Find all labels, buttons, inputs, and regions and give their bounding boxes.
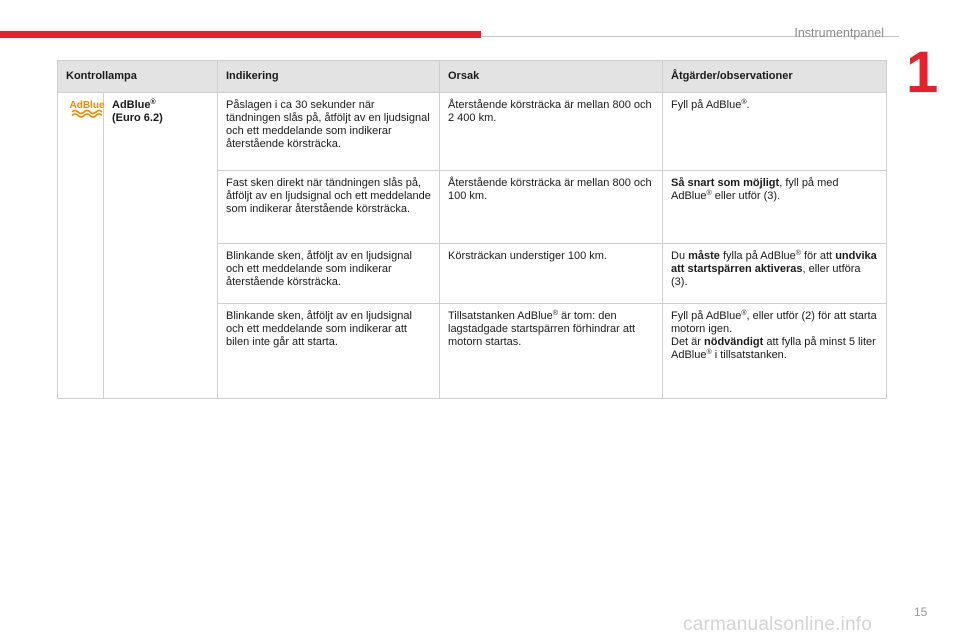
indication-cell: Blinkande sken, åtföljt av en ljudsignal och ett meddelande som indikerar att bilen inte går att starta. xyxy=(218,304,440,399)
watermark: carmanualsonline.info xyxy=(683,614,873,635)
lamp-name: AdBlue xyxy=(112,99,151,111)
col-header-atgarder: Åtgärder/observationer xyxy=(663,61,887,93)
action-cell: Fyll på AdBlue®, eller utför (2) för att starta motorn igen. Det är nödvändigt att fylla på minst 5 liter AdBlue® i tillsatstanken. xyxy=(663,304,887,399)
header-red-bar xyxy=(0,31,481,38)
action-cell: Du måste fylla på AdBlue® för att undvika att startspärren aktiveras, eller utföra (3). xyxy=(663,244,887,304)
cause-cell: Körsträckan understiger 100 km. xyxy=(440,244,663,304)
cause-cell: Tillsatstanken AdBlue® är tom: den lagstadgade startspärren förhindrar att motorn startas. xyxy=(440,304,663,399)
lamp-icon-cell xyxy=(58,93,104,399)
adblue-logo-text: AdBlue xyxy=(69,100,105,111)
lamp-name-cell xyxy=(104,93,218,399)
page-number: 15 xyxy=(914,605,928,619)
col-header-kontrollampa: Kontrollampa xyxy=(58,61,218,93)
section-title: Instrumentpanel xyxy=(794,26,884,40)
cause-cell: Återstående körsträcka är mellan 800 och 100 km. xyxy=(440,171,663,244)
adblue-warning-icon xyxy=(66,99,108,119)
cause-cell: Återstående körsträcka är mellan 800 och 2 400 km. xyxy=(440,93,663,171)
indication-cell: Fast sken direkt när tändningen slås på, åtföljt av en ljudsignal och ett meddelande som indikerar återstående körsträcka. xyxy=(218,171,440,244)
action-cell: Fyll på AdBlue®. xyxy=(663,93,887,171)
table-row xyxy=(58,93,887,171)
table-header-row xyxy=(58,61,887,93)
indication-cell: Påslagen i ca 30 sekunder när tändningen slås på, åtföljt av en ljudsignal och ett meddelande som indikerar återstående körsträcka. xyxy=(218,93,440,171)
col-header-orsak: Orsak xyxy=(440,61,663,93)
col-header-indikering: Indikering xyxy=(218,61,440,93)
registered-mark: ® xyxy=(150,99,156,106)
action-cell: Så snart som möjligt, fyll på med AdBlue® eller utför (3). xyxy=(663,171,887,244)
warning-lamp-table xyxy=(57,60,887,399)
lamp-variant: (Euro 6.2) xyxy=(112,112,163,124)
indication-cell: Blinkande sken, åtföljt av en ljudsignal och ett meddelande som indikerar återstående körsträcka. xyxy=(218,244,440,304)
chapter-number: 1 xyxy=(906,40,939,105)
